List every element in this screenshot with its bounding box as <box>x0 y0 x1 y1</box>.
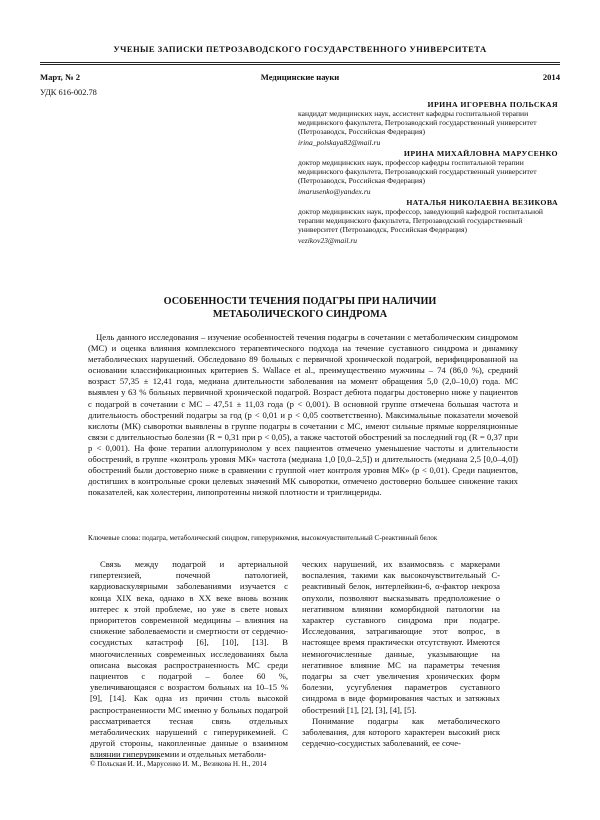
copyright-footnote: © Польская И. И., Марусенко И. М., Везикова Н. Н., 2014 <box>90 760 267 768</box>
article-title <box>60 295 540 321</box>
article-title-line-1: ОСОБЕННОСТИ ТЕЧЕНИЯ ПОДАГРЫ ПРИ НАЛИЧИИ <box>163 296 437 307</box>
header-rule-top <box>40 62 560 63</box>
author-email[interactable]: vezikov23@mail.ru <box>298 236 358 245</box>
author-email[interactable]: irina_polskaya82@mail.ru <box>298 138 381 147</box>
journal-title: УЧЕНЫЕ ЗАПИСКИ ПЕТРОЗАВОДСКОГО ГОСУДАРСТВЕННОГО УНИВЕРСИТЕТА <box>113 44 487 54</box>
article-title-line-2: МЕТАБОЛИЧЕСКОГО СИНДРОМА <box>212 309 388 320</box>
year-label: 2014 <box>542 72 560 82</box>
author-block <box>298 100 558 247</box>
author-name: ИРИНА МИХАЙЛОВНА МАРУСЕНКО <box>403 149 558 158</box>
body-paragraph: ческих нарушений, их взаимосвязь с маркерами воспаления, такими как высокочувствительный С-реактивный белок, интерлейкин-6, α-фактор некроза опухоли, позволяют высказывать предположение о негативном влиянии коморбидной патологии на характер суставного синдрома при подагре. Исследования, затрагивающие этот вопрос, в настоящее время практически отсутствуют. Имеются немногочисленные данные, указывающие на негативное влияние МС на параметры течения подагры за счет увеличения хронических форм болезни, усугубления параметров суставного синдрома в виде формирования частых и затяжных обострений [1], [2], [3], [4], [5]. <box>302 559 500 715</box>
author-name: ИРИНА ИГОРЕВНА ПОЛЬСКАЯ <box>427 100 558 109</box>
body-paragraph: Связь между подагрой и артериальной гипертензией, почечной патологией, кардиоваскулярными заболеваниями изучается с конца XIX века, однако в XX веке вновь возник интерес к этой проблеме, но уже в свете новых приоритетов современной медицины – влияния на снижение заболеваемости и смертности от сердечно-сосудистых катастроф [6], [10], [13]. В многочисленных современных исследованиях была описана высокая распространенность МС среди пациентов с подагрой – более 60 %, увеличивающаяся с возрастом больных на 10–15 % [9], [14]. Как одна из причин столь высокой распространенности МС именно у больных подагрой рассматривается тесная связь отдельных метаболических нарушений с гиперурикемией. С другой стороны, накопленные данные о взаимном влиянии гиперурикемии и отдельных метаболи- <box>90 559 288 760</box>
keywords: Ключевые слова: подагра, метаболический синдром, гиперурикемия, высокочувствительный С-реактивный белок <box>88 534 438 542</box>
body-paragraph: Понимание подагры как метаболического заболевания, для которого характерен высокий риск сердечно-сосудистых заболеваний, ее соче- <box>302 715 500 749</box>
author-affiliation: доктор медицинских наук, профессор кафедры госпитальной терапии медицинского факультета, Петрозаводский государственный университет (Петрозаводск, Российская Федерация) <box>298 158 537 185</box>
abstract-text: Цель данного исследования – изучение особенностей течения подагры в сочетании с метаболическим синдромом (МС) и оценка влияния комплексного терапевтического подхода на течение суставного синдрома и динамику метаболических нарушений. Обследовано 89 больных с первичной хронической подагрой, верифицированной на основании классификационных критериев S. Wallace et al., преимущественно мужчины – 74 (86,0 %), средний возраст 57,35 ± 12,41 года, медиана длительности заболевания на момент обращения 5,0 (2,0–10,0) года. МС выявлен у 63 % больных первичной хронической подагрой. Возраст дебюта подагры достоверно ниже у пациентов с подагрой в сочетании с МС – 47,51 ± 11,03 года (р < 0,001). В основной группе отмечена большая частота и длительность обострений подагры за год (р < 0,01 и р < 0,05 соответственно). Максимальные показатели мочевой кислоты (МК) сыворотки выявлены в группе подагры в сочетании с МС, имеют сильные прямые корреляционные связи с длительностью болезни (R = 0,31 при р < 0,05), а также частотой обострений за последний год (R = 0,37 при р < 0,001). На фоне терапии аллопуринолом у всех пациентов отмечено уменьшение частоты и длительности обострений, в группе «контроль уровня МК» частота (медиана 1,0 [0,0–2,5]) и длительность (медиана 2,5 [0,0–4,0]) обострений были достоверно ниже в сравнении с группой «нет контроля уровня МК» (р < 0,01). Среди пациентов, достигших в контрольные сроки целевых значений МК сыворотки, отмечено достоверно большее снижение таких показателей, как холестерин, липопротеины низкой плотности и триглицериды. <box>88 332 518 498</box>
issue-label: Март, № 2 <box>40 72 81 82</box>
body-column-right <box>302 559 500 749</box>
udk-code: УДК 616-002.78 <box>40 88 97 97</box>
author-name: НАТАЛЬЯ НИКОЛАЕВНА ВЕЗИКОВА <box>406 198 558 207</box>
body-column-left <box>90 559 288 761</box>
author-email[interactable]: imarusenko@yandex.ru <box>298 187 371 196</box>
author-affiliation: доктор медицинских наук, профессор, заведующий кафедрой госпитальной терапии медицинского факультета, Петрозаводский государственный университет (Петрозаводск, Российская Федерация) <box>298 207 543 234</box>
footnote-rule <box>90 758 160 759</box>
header-rule-bottom <box>40 64 560 65</box>
section-label: Медицинские науки <box>260 72 340 82</box>
author-affiliation: кандидат медицинских наук, ассистент кафедры госпитальной терапии медицинского факультета, Петрозаводский государственный университет (Петрозаводск, Российская Федерация) <box>298 109 537 136</box>
